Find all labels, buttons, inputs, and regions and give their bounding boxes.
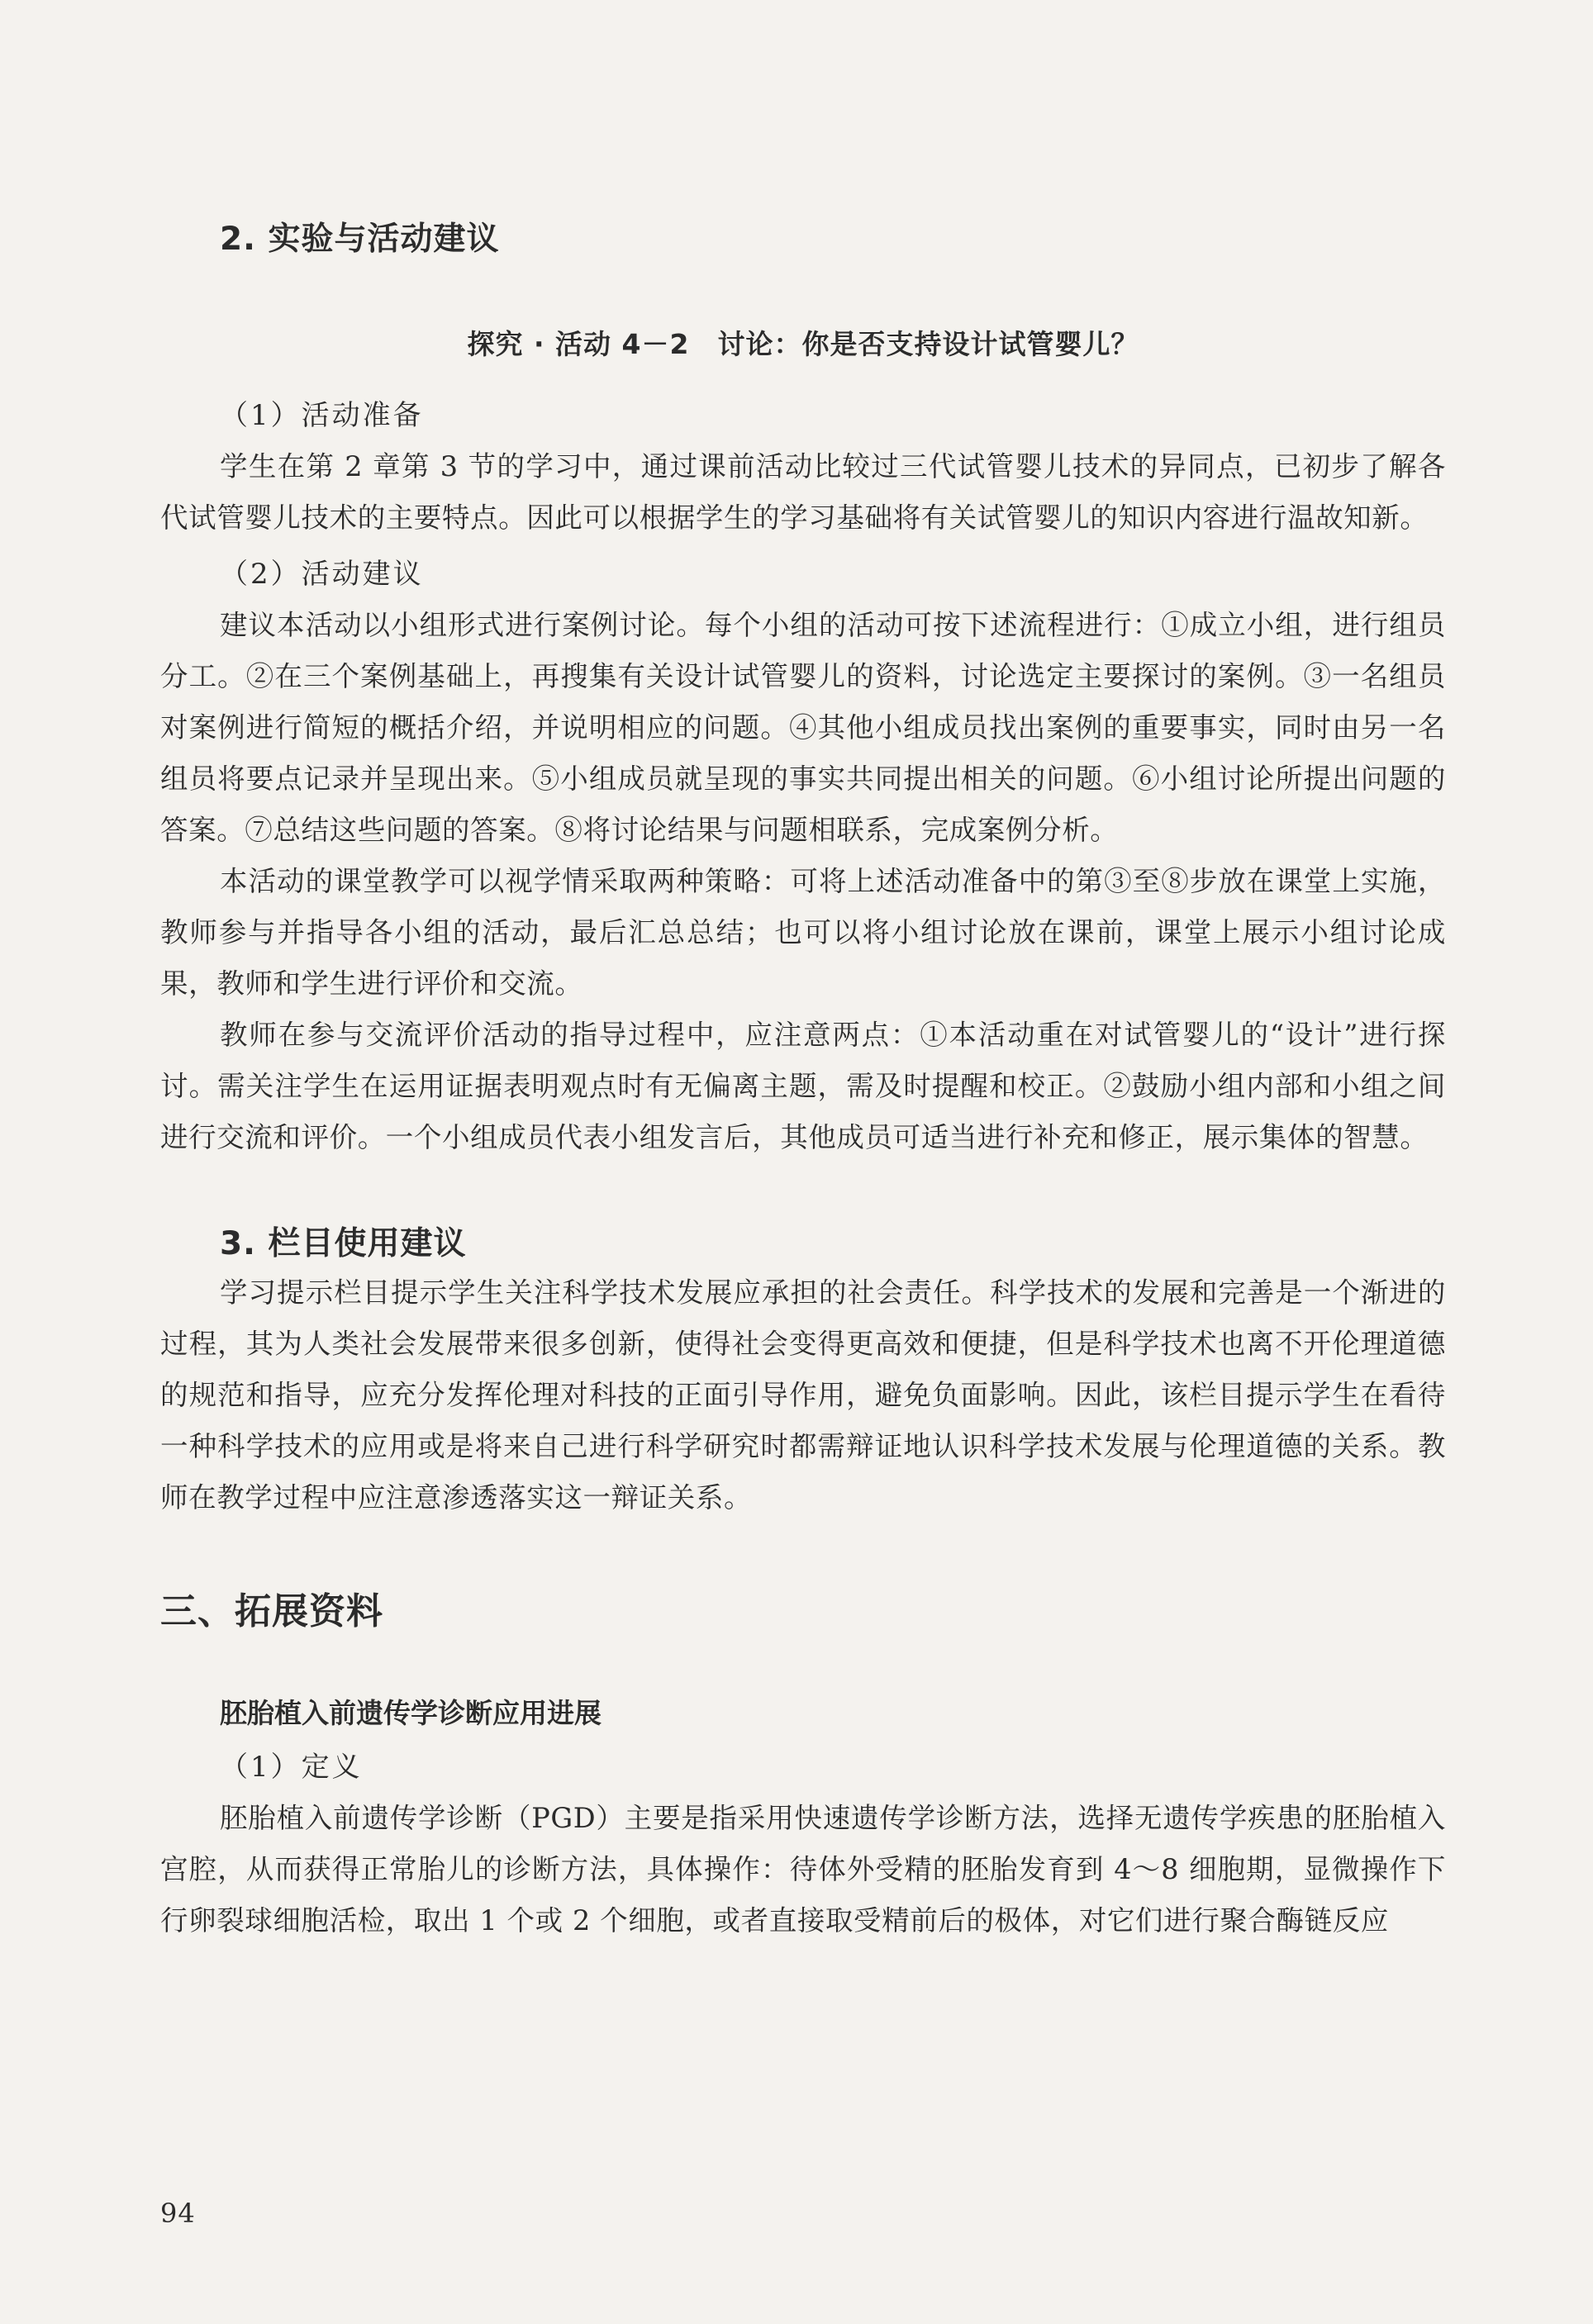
subheading-definition: （1）定义 <box>220 1751 363 1784</box>
subheading-activity-prep: （1）活动准备 <box>220 399 424 432</box>
subheading-activity-advice: （2）活动建议 <box>220 558 424 591</box>
page-number: 94 <box>160 2198 196 2229</box>
article-title-pgd: 胚胎植入前遗传学诊断应用进展 <box>220 1697 602 1729</box>
activity-title: 探究 · 活动 4－2 讨论：你是否支持设计试管婴儿？ <box>467 328 1139 360</box>
paragraph-column-usage: 学习提示栏目提示学生关注科学技术发展应承担的社会责任。科学技术的发展和完善是一个渐进的过程，其为人类社会发展带来很多创新，使得社会变得更高效和便捷，但是科学技术也离不开伦理道德的规范和指导，应充分发挥伦理对科技的正面引导作用，避免负面影响。因此，该栏目提示学生在看待一种科学技术的应用或是将来自己进行科学研究时都需辩证地认识科学技术发展与伦理道德的关系。教师在教学过程中应注意渗透落实这一辩证关系。 <box>160 1276 1446 1514</box>
paragraph-activity-prep: 学生在第 2 章第 3 节的学习中，通过课前活动比较过三代试管婴儿技术的异同点，已初步了解各代试管婴儿技术的主要特点。因此可以根据学生的学习基础将有关试管婴儿的知识内容进行温故知新。 <box>160 450 1446 534</box>
paragraph-definition: 胚胎植入前遗传学诊断（PGD）主要是指采用快速遗传学诊断方法，选择无遗传学疾患的胚胎植入宫腔，从而获得正常胎儿的诊断方法，具体操作：待体外受精的胚胎发育到 4～8 细胞期，显微操作下行卵裂球细胞活检，取出 1 个或 2 个细胞，或者直接取受精前后的极体，对它们进行聚合酶链反应 <box>160 1802 1446 1937</box>
section-heading-experiments: 2. 实验与活动建议 <box>220 221 500 258</box>
paragraph-advice-guidance: 教师在参与交流评价活动的指导过程中，应注意两点：①本活动重在对试管婴儿的“设计”进行探讨。需关注学生在运用证据表明观点时有无偏离主题，需及时提醒和校正。②鼓励小组内部和小组之间进行交流和评价。一个小组成员代表小组发言后，其他成员可适当进行补充和修正，展示集体的智慧。 <box>160 1019 1446 1153</box>
paragraph-advice-strategy: 本活动的课堂教学可以视学情采取两种策略：可将上述活动准备中的第③至⑧步放在课堂上实施，教师参与并指导各小组的活动，最后汇总总结；也可以将小组讨论放在课前，课堂上展示小组讨论成果，教师和学生进行评价和交流。 <box>160 865 1446 1000</box>
section-heading-column-usage: 3. 栏目使用建议 <box>220 1225 467 1262</box>
paragraph-advice-process: 建议本活动以小组形式进行案例讨论。每个小组的活动可按下述流程进行：①成立小组，进行组员分工。②在三个案例基础上，再搜集有关设计试管婴儿的资料，讨论选定主要探讨的案例。③一名组员对案例进行简短的概括介绍，并说明相应的问题。④其他小组成员找出案例的重要事实，同时由另一名组员将要点记录并呈现出来。⑤小组成员就呈现的事实共同提出相关的问题。⑥小组讨论所提出问题的答案。⑦总结这些问题的答案。⑧将讨论结果与问题相联系，完成案例分析。 <box>160 609 1446 846</box>
chapter-heading-extended-materials: 三、拓展资料 <box>160 1590 383 1633</box>
